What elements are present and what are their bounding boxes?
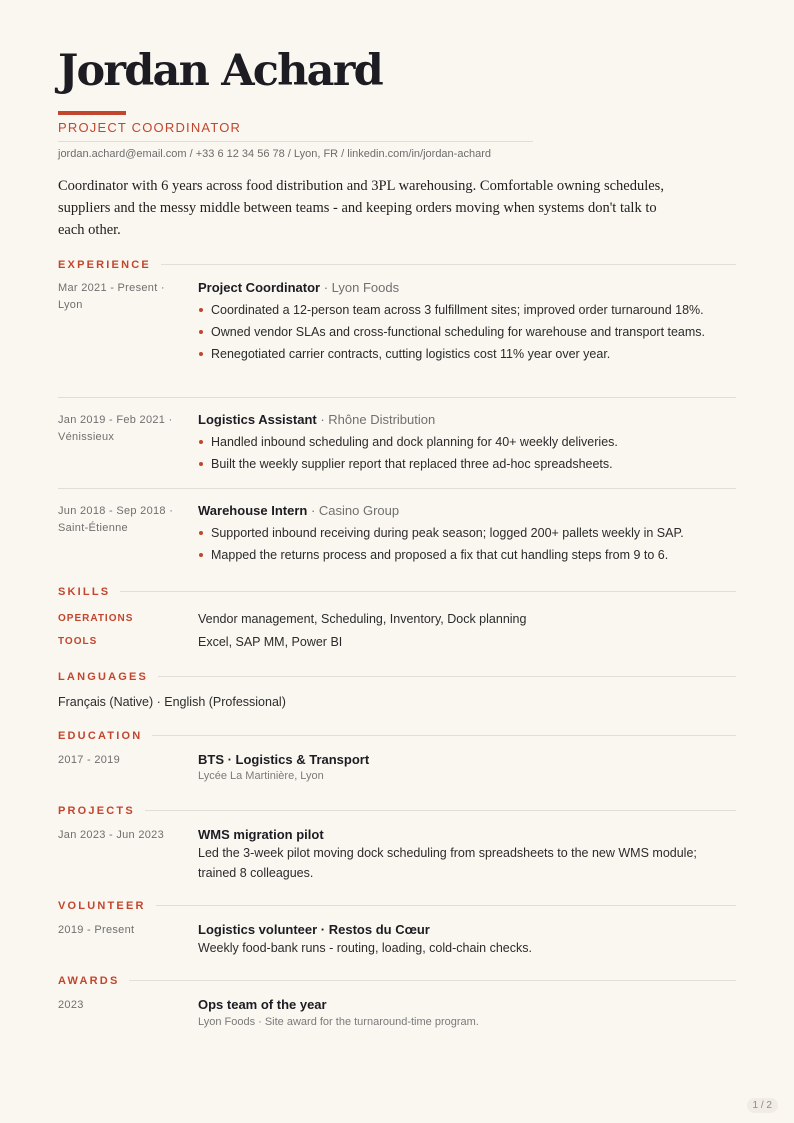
degree: BTS · Logistics & Transport (198, 752, 370, 767)
job-company: Casino Group (318, 503, 400, 518)
education-heading (58, 729, 736, 743)
job-role: Warehouse Intern (198, 503, 308, 518)
job-role: Project Coordinator (198, 280, 321, 295)
project-description: Led the 3-week pilot moving dock scheduling from spreadsheets to the new WMS module; trained 8 colleagues. (198, 846, 697, 880)
job-date: Jun 2018 - Sep 2018 · Saint-Étienne (58, 505, 174, 534)
bullet-item: Mapped the returns process and proposed a fix that cut handling steps from 9 to 6. (198, 545, 738, 565)
bullet-item: Renegotiated carrier contracts, cutting logistics cost 11% year over year. (198, 344, 738, 364)
bullet-item: Handled inbound scheduling and dock planning for 40+ weekly deliveries. (198, 432, 738, 452)
project-name: WMS migration pilot (198, 827, 324, 842)
projects-heading (58, 804, 736, 818)
section-rule (58, 735, 736, 736)
section-title: VOLUNTEER (58, 899, 156, 913)
bullet-item: Coordinated a 12-person team across 3 fulfillment sites; improved order turnaround 18%. (198, 300, 738, 320)
section-title: EDUCATION (58, 729, 152, 743)
job-title (198, 279, 399, 296)
job-bullets (198, 523, 738, 567)
skill-value: Excel, SAP MM, Power BI (198, 635, 343, 649)
separator: · (307, 503, 319, 518)
volunteer-heading (58, 899, 736, 913)
education-school: Lycée La Martinière, Lyon (198, 770, 324, 782)
job-role: Logistics Assistant (198, 412, 317, 427)
languages-heading (58, 670, 736, 684)
volunteer-description: Weekly food-bank runs - routing, loading, cold-chain checks. (198, 941, 532, 955)
bullet-item: Owned vendor SLAs and cross-functional scheduling for warehouse and transport teams. (198, 322, 738, 342)
bullet-item: Supported inbound receiving during peak season; logged 200+ pallets weekly in SAP. (198, 523, 738, 543)
section-rule (58, 905, 736, 906)
award-details: Lyon Foods · Site award for the turnaround-time program. (198, 1016, 479, 1028)
skills-heading (58, 585, 736, 599)
job-bullets (198, 300, 738, 366)
awards-heading (58, 974, 736, 988)
education-date: 2017 - 2019 (58, 754, 121, 766)
accent-bar (58, 111, 126, 115)
page-indicator: 1 / 2 (747, 1098, 778, 1113)
job-title (198, 502, 399, 519)
volunteer-role: Logistics volunteer · Restos du Cœur (198, 922, 430, 937)
entry-divider (58, 397, 736, 398)
award-name: Ops team of the year (198, 997, 327, 1012)
candidate-name: Jordan Achard (58, 46, 382, 96)
section-title: LANGUAGES (58, 670, 158, 684)
summary: Coordinator with 6 years across food distribution and 3PL warehousing. Comfortable owning schedules, suppliers and the messy middle between teams - and keeping orders moving when systems don't talk to each other. (58, 178, 664, 238)
role-title: PROJECT COORDINATOR (58, 120, 242, 135)
section-title: AWARDS (58, 974, 129, 988)
contact-divider (58, 141, 533, 142)
project-title (198, 826, 324, 843)
languages-list: Français (Native) · English (Professional) (58, 695, 286, 709)
job-company: Rhône Distribution (328, 412, 436, 427)
section-rule (58, 676, 736, 677)
bullet-item: Built the weekly supplier report that replaced three ad-hoc spreadsheets. (198, 454, 738, 474)
award-date: 2023 (58, 999, 84, 1011)
skill-label: TOOLS (58, 636, 98, 647)
skill-value: Vendor management, Scheduling, Inventory, Dock planning (198, 612, 527, 626)
award-title (198, 996, 327, 1013)
volunteer-title (198, 921, 430, 938)
section-rule (58, 810, 736, 811)
entry-divider (58, 488, 736, 489)
project-date: Jan 2023 - Jun 2023 (58, 829, 164, 841)
section-rule (58, 980, 736, 981)
experience-heading (58, 258, 736, 272)
volunteer-date: 2019 - Present (58, 924, 135, 936)
separator: · (316, 412, 329, 427)
job-bullets (198, 432, 738, 476)
education-title (198, 751, 369, 768)
skill-label: OPERATIONS (58, 613, 134, 624)
job-title (198, 411, 435, 428)
contact-line: jordan.achard@email.com / +33 6 12 34 56 78 / Lyon, FR / linkedin.com/in/jordan-achard (58, 148, 491, 160)
job-date: Jan 2019 - Feb 2021 · Vénissieux (58, 414, 173, 443)
job-date: Mar 2021 - Present · Lyon (58, 282, 165, 311)
section-title: PROJECTS (58, 804, 145, 818)
separator: · (320, 280, 332, 295)
section-title: SKILLS (58, 585, 120, 599)
section-rule (58, 591, 736, 592)
job-company: Lyon Foods (331, 280, 400, 295)
section-title: EXPERIENCE (58, 258, 161, 272)
